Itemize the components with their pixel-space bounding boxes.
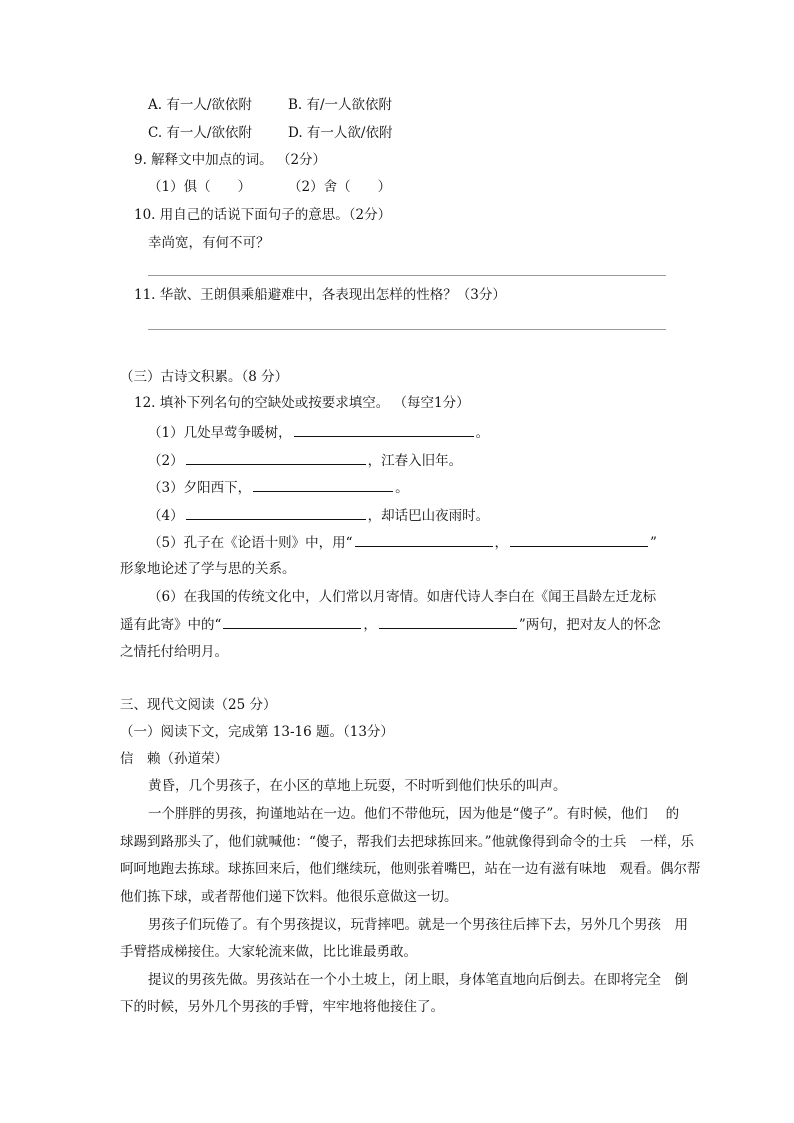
q12-item-6-line-3: 之情托付给明月。 <box>120 644 228 660</box>
option-a: A. 有一人/欲依附 <box>148 97 252 113</box>
q9-item-1: （1）俱（ ） <box>148 179 252 195</box>
q12-blank-1[interactable] <box>294 422 474 437</box>
q12-blank-2[interactable] <box>186 450 366 465</box>
q12-item-6-text: 遥有此寄》中的“ <box>120 617 222 633</box>
q12-prompt: 12. 填补下列名句的空缺处或按要求填空。 （每空1分） <box>134 395 470 411</box>
q12-blank-5a[interactable] <box>355 532 493 547</box>
q12-blank-6b[interactable] <box>379 614 517 629</box>
q12-item-5-line-2: 形象地论述了学与思的关系。 <box>120 561 296 577</box>
part-3-heading: 三、现代文阅读（25 分） <box>120 697 277 713</box>
q12-blank-4[interactable] <box>186 505 366 520</box>
paragraph-2-line-4: 他们拣下球，或者帮他们递下饮料。他很乐意做这一切。 <box>120 889 458 905</box>
q9-prompt: 9. 解释文中加点的词。 （2分） <box>134 152 327 168</box>
paragraph-3-line-2: 手臂搭成梯接住。大家轮流来做，比比谁最勇敢。 <box>120 944 417 960</box>
q12-item-1 <box>148 422 489 443</box>
paragraph-2-line-1: 一个胖胖的男孩，拘谨地站在一边。他们不带他玩，因为他是“傻子”。有时候，他们 的 <box>148 806 680 822</box>
q11-answer-line[interactable] <box>148 329 666 330</box>
q12-item-2-end: ，江春入旧年。 <box>367 453 463 469</box>
q12-item-4-end: ，却话巴山夜雨时。 <box>367 508 490 524</box>
option-d: D. 有一人欲/依附 <box>288 125 393 141</box>
option-b: B. 有/一人欲依附 <box>288 97 393 113</box>
paragraph-3-line-1: 男孩子们玩倦了。有个男孩提议，玩背摔吧。就是一个男孩往后摔下去，另外几个男孩 用 <box>148 917 688 933</box>
paragraph-2-line-3: 呵呵地跑去拣球。球拣回来后，他们继续玩，他则张着嘴巴，站在一边有滋有味地 观看。偶尔帮 <box>120 861 701 877</box>
q12-item-5 <box>148 532 657 553</box>
q12-blank-5b[interactable] <box>510 532 648 547</box>
q12-item-1-end: 。 <box>475 425 490 441</box>
q12-item-5-comma: ， <box>494 535 508 551</box>
q10-answer-line[interactable] <box>148 275 666 276</box>
q12-item-2 <box>148 450 462 471</box>
q10-sentence: 幸尚宽，有何不可？ <box>148 235 270 251</box>
q12-blank-6a[interactable] <box>223 614 361 629</box>
q12-item-5-text: （5）孔子在《论语十则》中，用“ <box>148 535 353 551</box>
q12-item-6-line-2 <box>120 614 661 635</box>
paragraph-4-line-2: 下的时候，另外几个男孩的手臂，牢牢地将他接住了。 <box>120 999 444 1015</box>
q12-item-4-text: （4） <box>148 508 184 524</box>
paragraph-4-line-1: 提议的男孩先做。男孩站在一个小土坡上，闭上眼，身体笔直地向后倒去。在即将完全 倒 <box>148 972 688 988</box>
q10-prompt: 10. 用自己的话说下面句子的意思。（2分） <box>134 207 392 223</box>
q12-item-2-text: （2） <box>148 453 184 469</box>
q11-prompt: 11. 华歆、王朗俱乘船避难中，各表现出怎样的性格？（3分） <box>134 287 506 303</box>
q12-item-6-comma: ， <box>363 617 377 633</box>
q12-item-3-end: 。 <box>395 480 409 496</box>
part-3-sub-heading: （一）阅读下文，完成第 13-16 题。（13分） <box>120 724 394 740</box>
q12-blank-3[interactable] <box>253 477 393 492</box>
paragraph-2-line-2: 球踢到路那头了，他们就喊他：“傻子，帮我们去把球拣回来。”他就像得到命令的士兵 一样，乐 <box>120 834 695 850</box>
section-3-heading: （三）古诗文积累。（8 分） <box>120 369 289 385</box>
option-c: C. 有一人/欲依附 <box>148 125 252 141</box>
q12-item-3-text: （3）夕阳西下， <box>148 480 252 496</box>
paragraph-1: 黄昏，几个男孩子，在小区的草地上玩耍，不时听到他们快乐的叫声。 <box>148 778 567 794</box>
article-title: 信 赖（孙道荣） <box>120 751 228 767</box>
q12-item-1-text: （1）几处早莺争暖树， <box>148 425 292 441</box>
q12-item-3 <box>148 477 409 498</box>
q12-item-5-end: ” <box>650 535 657 551</box>
q12-item-6-line-1: （6）在我国的传统文化中，人们常以月寄情。如唐代诗人李白在《闻王昌龄左迁龙标 <box>148 589 657 605</box>
q12-item-6-end: ”两句，把对友人的怀念 <box>518 617 661 633</box>
q9-item-2: （2）舍（ ） <box>288 179 392 195</box>
q12-item-4 <box>148 505 489 526</box>
